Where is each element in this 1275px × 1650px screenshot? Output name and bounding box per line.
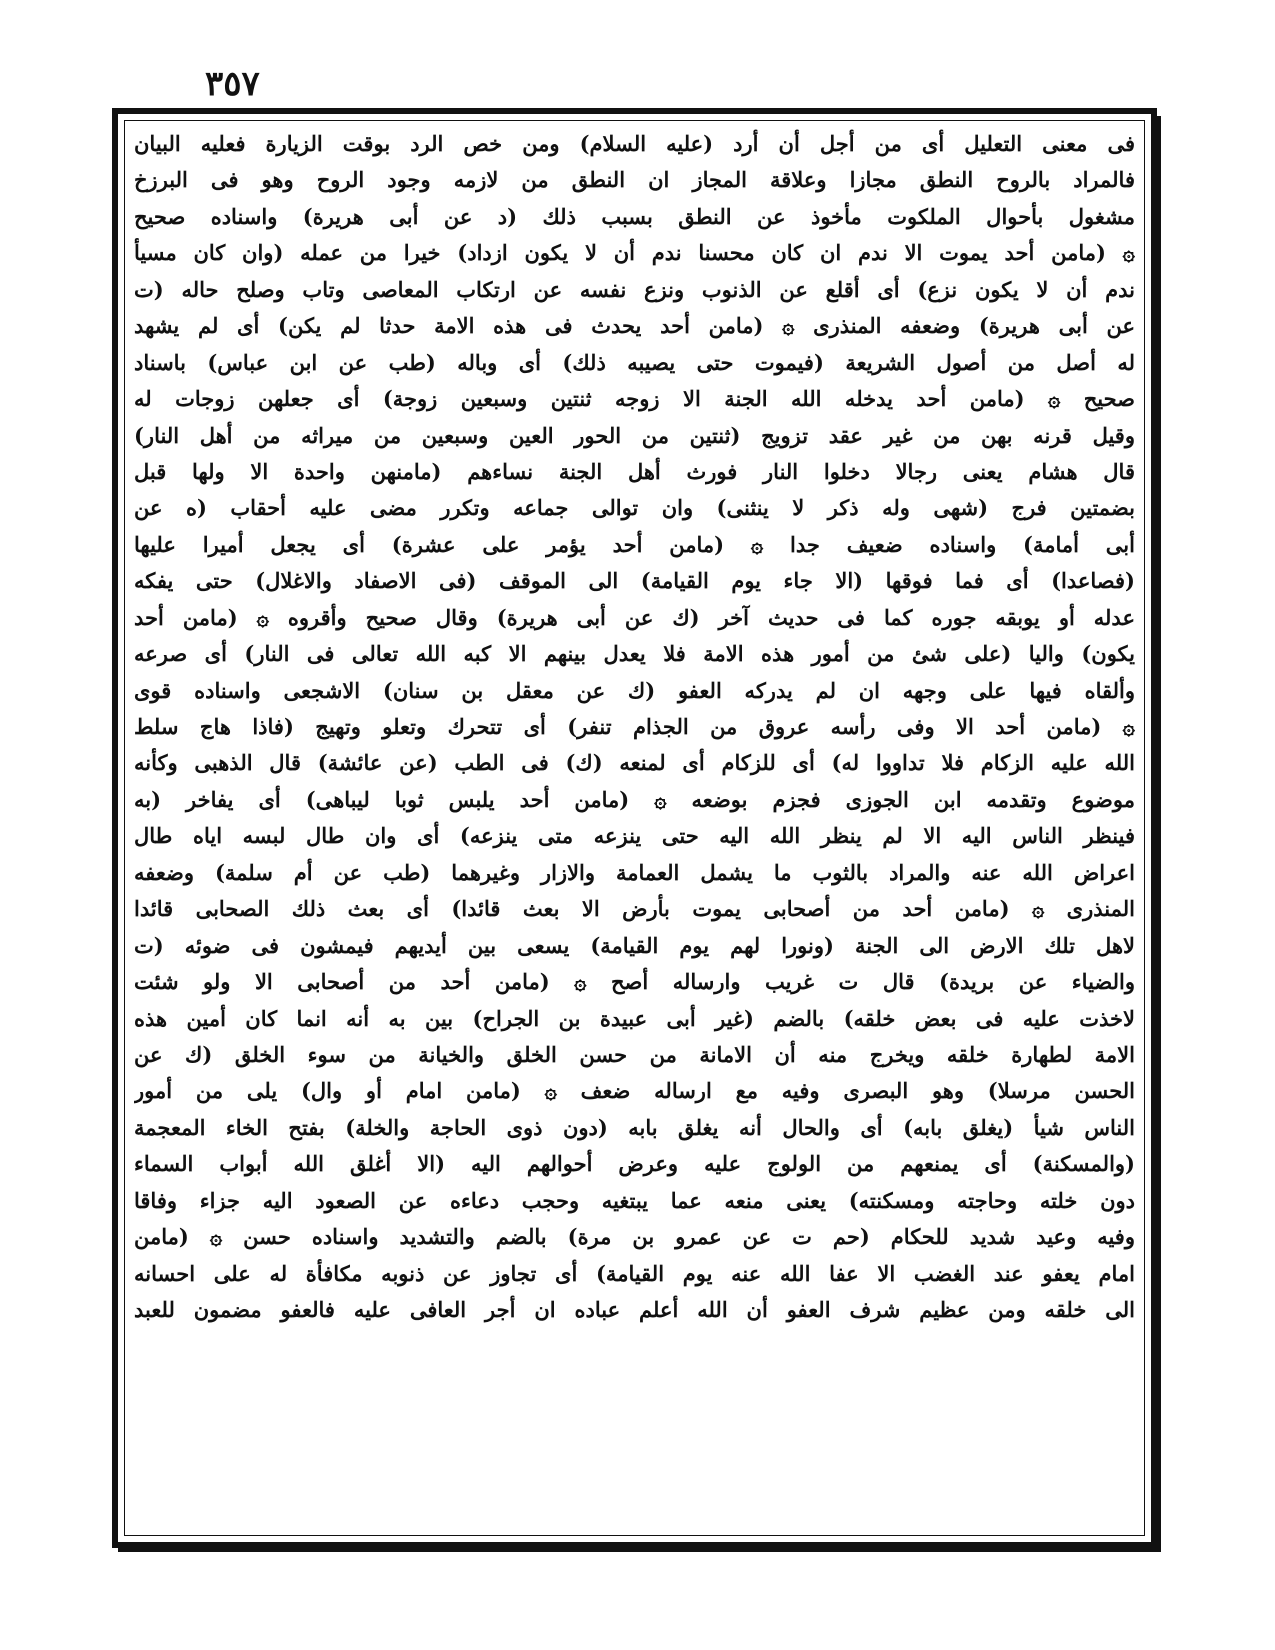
- text-line: الناس شيأ (يغلق بابه) أى والحال أنه يغلق بابه (دون ذوى الحاجة والخلة) بفتح الخاء المعجمة: [134, 1114, 1135, 1140]
- text-line: يكون) واليا (على شئ من أمور هذه الامة فلا يعدل بينهم الا كبه الله تعالى فى النار) أى صرعه: [134, 641, 1135, 667]
- text-line: فى معنى التعليل أى من أجل أن أرد (عليه السلام) ومن خص الرد بوقت الزيارة فعليه البيان: [134, 131, 1135, 156]
- page-frame-shadow: [118, 1548, 1161, 1552]
- text-line: [134, 1328, 1135, 1364]
- text-line: دون خلته وحاجته ومسكنته) يعنى منعه عما يبتغيه وحجب دعاءه عن الصعود اليه جزاء وفاقا: [134, 1187, 1135, 1213]
- text-line: صحيح ۞ (مامن أحد يدخله الله الجنة الا زوجه ثنتين وسبعين زوجة) أى جعلهن زوجات له: [134, 386, 1135, 412]
- text-line: لاهل تلك الارض الى الجنة (ونورا لهم يوم القيامة) يسعى بين أيديهم فيمشون فى ضوئه (ت: [134, 932, 1135, 958]
- text-line: وألقاه فيها على وجهه ان لم يدركه العفو (ك عن معقل بن سنان) الاشجعى واسناده قوى: [134, 677, 1135, 703]
- page-number: ٣٥٧: [205, 64, 260, 104]
- text-line: [134, 1401, 1135, 1437]
- text-line: له أصل من أصول الشريعة (فيموت حتى يصيبه ذلك) أى وباله (طب عن ابن عباس) باسناد: [134, 349, 1135, 375]
- text-line: والضياء عن بريدة) قال ت غريب وارساله أصح ۞ (مامن أحد من أصحابى الا ولو شئت: [134, 969, 1135, 995]
- text-line: عدله أو يوبقه جوره كما فى حديث آخر (ك عن أبى هريرة) وقال صحيح وأقروه ۞ (مامن أحد: [134, 604, 1135, 630]
- main-text-block: [134, 126, 1135, 1528]
- text-line: [134, 1365, 1135, 1401]
- text-line: فينظر الناس اليه الا لم ينظر الله اليه حتى ينزعه متى ينزعه) أى وان طال لبسه اياه طال: [134, 823, 1135, 849]
- text-line: (فصاعدا) أى فما فوقها (الا جاء يوم القيامة) الى الموقف (فى الاصفاد والاغلال) حتى يفكه: [134, 568, 1135, 594]
- text-line: فالمراد بالروح النطق مجازا وعلاقة المجاز ان النطق من لازمه وجود الروح وهو فى البرزخ: [134, 167, 1135, 193]
- text-line: امام يعفو عند الغضب الا عفا الله عنه يوم القيامة) أى تجاوز عن ذنوبه مكافأة له على احسانه: [134, 1260, 1135, 1286]
- text-line: الامة لطهارة خلقه ويخرج منه أن الامانة من حسن الخلق والخيانة من سوء الخلق (ك عن: [134, 1041, 1135, 1067]
- text-line: (والمسكنة) أى يمنعهم من الولوج عليه وعرض أحوالهم اليه (الا أغلق الله أبواب السماء: [134, 1151, 1135, 1177]
- text-line: ندم أن لا يكون نزع) أى أقلع عن الذنوب ونزع نفسه عن ارتكاب المعاصى وتاب وصلح حاله (ت: [134, 276, 1135, 302]
- page-frame-shadow: [1157, 116, 1161, 1552]
- text-line: الحسن مرسلا) وهو البصرى وفيه مع ارساله ضعف ۞ (مامن امام أو وال) يلى من أمور: [134, 1078, 1135, 1104]
- text-line: مشغول بأحوال الملكوت مأخوذ عن النطق بسبب ذلك (د عن أبى هريرة) واسناده صحيح: [134, 203, 1135, 229]
- text-line: ۞ (مامن أحد يموت الا ندم ان كان محسنا ندم أن لا يكون ازداد) خيرا من عمله (وان كان مسيأ: [134, 240, 1135, 266]
- text-line: ۞ (مامن أحد الا وفى رأسه عروق من الجذام تنفر) أى تتحرك وتعلو وتهيج (فاذا هاج سلط: [134, 714, 1135, 739]
- text-line: بضمتين فرج (شهى وله ذكر لا ينثنى) وان توالى جماعه وتكرر مضى عليه أحقاب (ه عن: [134, 495, 1135, 521]
- text-line: وقيل قرنه بهن من غير عقد تزويج (ثنتين من الحور العين وسبعين من ميراثه من أهل النار): [134, 422, 1135, 448]
- text-line: لاخذت عليه فى بعض خلقه) بالضم (غير أبى عبيدة بن الجراح) بين به أنه انما كان أمين هذه: [134, 1005, 1135, 1031]
- text-line: [134, 1438, 1135, 1474]
- text-line: المنذرى ۞ (مامن أحد من أصحابى يموت بأرض الا بعث قائدا) أى بعث ذلك الصحابى قائدا: [134, 896, 1135, 922]
- text-line: اعراض الله عنه والمراد بالثوب ما يشمل العمامة والازار وغيرهما (طب عن أم سلمة) وضعفه: [134, 859, 1135, 885]
- text-line: [134, 1474, 1135, 1510]
- text-line: الله عليه الزكام فلا تداووا له) أى للزكام أى لمنعه (ك) فى الطب (عن عائشة) قال الذهبى وكأنه: [134, 750, 1135, 776]
- text-line: موضوع وتقدمه ابن الجوزى فجزم بوضعه ۞ (مامن أحد يلبس ثوبا ليباهى) أى يفاخر (به: [134, 786, 1135, 812]
- text-line: قال هشام يعنى رجالا دخلوا النار فورث أهل الجنة نساءهم (مامنهن واحدة الا ولها قبل: [134, 458, 1135, 484]
- text-line: وفيه وعيد شديد للحكام (حم ت عن عمرو بن مرة) بالضم والتشديد واسناده حسن ۞ (مامن: [134, 1224, 1135, 1250]
- text-line: عن أبى هريرة) وضعفه المنذرى ۞ (مامن أحد يحدث فى هذه الامة حدثا لم يكن) أى لم يشهد: [134, 313, 1135, 339]
- text-line: الى خلقه ومن عظيم شرف العفو أن الله أعلم عباده ان أجر العافى عليه فالعفو مضمون للعبد: [134, 1297, 1135, 1322]
- text-line: أبى أمامة) واسناده ضعيف جدا ۞ (مامن أحد يؤمر على عشرة) أى يجعل أميرا عليها: [134, 531, 1135, 557]
